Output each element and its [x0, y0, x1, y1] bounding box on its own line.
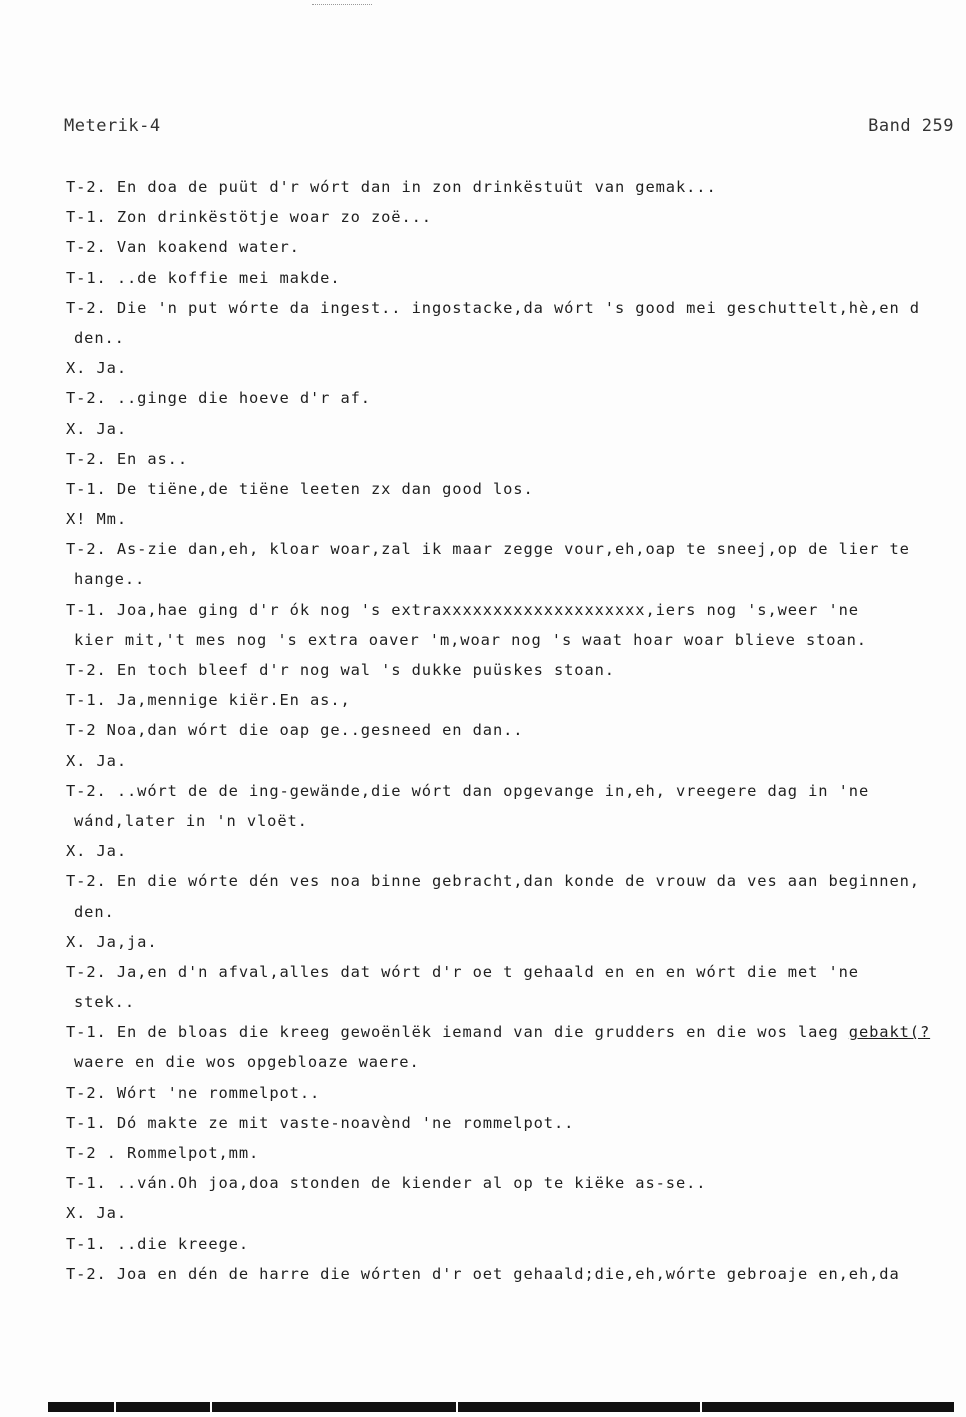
transcript-line: T-1. Zon drinkëstötje woar zo zoë... — [66, 208, 432, 227]
rule-notch — [456, 1402, 458, 1412]
transcript-line: T-2. Die 'n put wórte da ingest.. ingostacke,da wórt 's good mei geschuttelt,hè,en d — [66, 298, 920, 317]
transcript-line: T-2. En as.. — [66, 449, 188, 468]
transcript-line: T-2. ..ginge die hoeve d'r af. — [66, 389, 371, 408]
transcript-line: T-2. En doa de puüt d'r wórt dan in zon drinkëstuüt van gemak... — [66, 178, 717, 196]
transcript-line: X. Ja. — [66, 842, 127, 861]
underlined-word: gebakt(? — [848, 1023, 931, 1042]
transcript-line: T-1. De tiëne,de tiëne leeten zx dan good los. — [66, 479, 534, 498]
transcript-line: T-1. Ja,mennige kiër.En as., — [66, 691, 351, 710]
header-left: Meterik-4 — [64, 116, 161, 136]
transcript-line: X. Ja,ja. — [66, 932, 158, 951]
transcript-line: X. Ja. — [66, 359, 127, 378]
transcript-line-underlined: T-1. En de bloas die kreeg gewoënlëk iemand van die grudders en die wos laeg gebakt(? — [66, 1023, 931, 1042]
transcript-line: T-2. Ja,en d'n afval,alles dat wórt d'r oe t gehaald en en en wórt die met 'ne — [66, 962, 859, 981]
transcript-line: T-2 . Rommelpot,mm. — [66, 1144, 260, 1162]
transcript-line: T-1. ..ván.Oh joa,doa stonden de kiender al op te kiëke as-se.. — [66, 1174, 707, 1193]
page-bottom-rule — [48, 1402, 954, 1412]
transcript-line: T-2. As-zie dan,eh, kloar woar,zal ik maar zegge vour,eh,oap te sneej,op de lier te — [66, 540, 910, 559]
transcript-line: T-2. En toch bleef d'r nog wal 's dukke puüskes stoan. — [66, 661, 615, 679]
transcript-line: den. — [74, 902, 115, 921]
transcript-line: T-2. Wórt 'ne rommelpot.. — [66, 1083, 321, 1102]
transcript-line: T-1. Joa,hae ging d'r ók nog 's extraxxxxxxxxxxxxxxxxxxxx,iers nog 's,weer 'ne — [66, 600, 859, 619]
rule-notch — [700, 1402, 702, 1412]
transcript-line: X. Ja. — [66, 419, 127, 438]
transcript-line: X. Ja. — [66, 1204, 127, 1223]
transcript-line: T-1. Dó makte ze mit vaste-noavènd 'ne rommelpot.. — [66, 1113, 575, 1132]
transcript-lines — [66, 172, 958, 1289]
scan-specks — [312, 4, 372, 7]
transcript-line: kier mit,'t mes nog 's extra oaver 'm,woar nog 's waat hoar woar blieve stoan. — [74, 630, 867, 649]
transcript-line: T-2. Van koakend water. — [66, 238, 300, 257]
rule-notch — [114, 1402, 116, 1412]
header-right: Band 259 — [868, 116, 954, 136]
transcript-line: X! Mm. — [66, 510, 127, 529]
transcript-line: X. Ja. — [66, 751, 127, 770]
transcript-line: T-2. En die wórte dén ves noa binne gebracht,dan konde de vrouw da ves aan beginnen, — [66, 872, 920, 891]
transcript-line: hange.. — [74, 570, 146, 589]
transcript-line: waere en die wos opgebloaze waere. — [74, 1053, 420, 1072]
rule-notch — [210, 1402, 212, 1412]
transcript-line: T-2. Joa en dén de harre die wórten d'r oet gehaald;die,eh,wórte gebroaje en,eh,da — [66, 1264, 900, 1283]
transcript-line: T-1. ..die kreege. — [66, 1234, 249, 1253]
transcript-line: stek.. — [74, 993, 135, 1012]
transcript-line: T-2. ..wórt de de ing-gewände,die wórt dan opgevange in,eh, vreegere dag in 'ne — [66, 781, 870, 800]
transcript-line: wánd,later in 'n vloët. — [74, 811, 308, 830]
transcript-line: T-1. ..de koffie mei makde. — [66, 268, 341, 287]
transcript-line: den.. — [74, 328, 125, 347]
transcript-line: T-2 Noa,dan wórt die oap ge..gesneed en dan.. — [66, 721, 524, 740]
